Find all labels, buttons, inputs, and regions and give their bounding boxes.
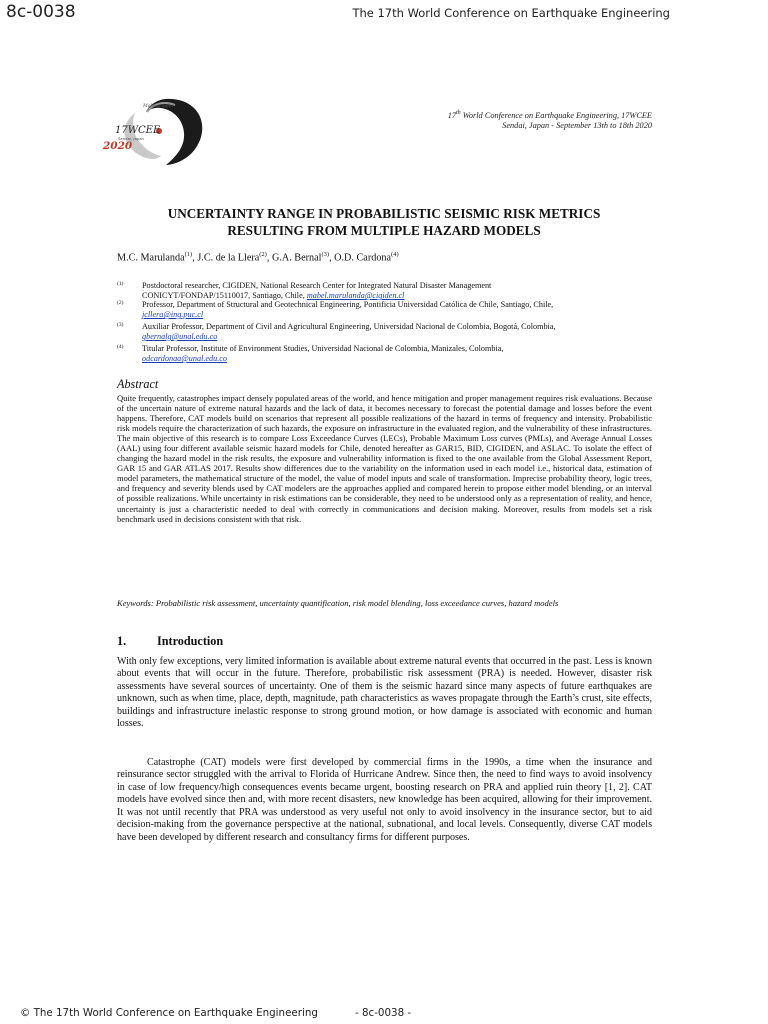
conference-info-line2: Sendai, Japan - September 13th to 18th 2020 xyxy=(502,121,652,131)
conference-info xyxy=(448,108,652,132)
section-title: Introduction xyxy=(157,634,224,648)
section-number: 1. xyxy=(117,634,127,648)
footer-page-label: - 8c-0038 - xyxy=(355,1007,412,1019)
author-list: M.C. Marulanda$^{(1)}$, J.C. de la Llera$^{(2)}$, G.A. Bernal$^{(3)}$, O.D. Cardona$^{(4)}$ xyxy=(117,251,399,264)
svg-text:Make it safer: Make it safer xyxy=(143,104,174,109)
keywords: Keywords: Probabilistic risk assessment, uncertainty quantification, risk model blending, loss exceedance curves, hazard models xyxy=(117,598,559,608)
affiliation-1: (1) Postdoctoral researcher, CIGIDEN, National Research Center for Integrated Natural Disaster Management CONICYT/FONDAP/15110017, Santiago, Chile, mabel.marulanda@cigiden.cl xyxy=(117,281,492,300)
affiliation-2: (2) Professor, Department of Structural and Geotechnical Engineering, Pontificia Universidad Católica de Chile, Santiago, Chile, jcllera@ing.puc.cl xyxy=(117,300,554,319)
abstract-heading: Abstract xyxy=(117,377,159,391)
title-line-2: RESULTING FROM MULTIPLE HAZARD MODELS xyxy=(227,222,541,238)
svg-text:2020: 2020 xyxy=(103,140,133,152)
logo-emblem xyxy=(103,93,218,168)
email-link[interactable]: gbernalg@unal.edu.co xyxy=(142,332,218,341)
intro-paragraph-2: Catastrophe (CAT) models were first developed by commercial firms in the 1990s, a time when the insurance and reinsurance sector struggled with the arrival to Florida of Hurricane Andrew. Since then, the need to find ways to avoid insolvency in case of low frequency/high consequences events became urgent, boosting research on PRA and applied ruin theory [1, 2]. CAT models have evolved since then and, with more recent disasters, new knowledge has been acquired, allowing for their improvement. It was not until recently that PRA was understood as very useful not only to avoid insolvency in the insurance sector, but to aid decision-making from the governance perspective at the national, subnational, and local levels. Consequently, diverse CAT models have been developed by different research and consultancy firms for different purposes. xyxy=(117,757,652,843)
paper-id: 8c-0038 xyxy=(6,2,76,22)
intro-paragraph-1: With only few exceptions, very limited information is available about extreme natural events that occurred in the past. Less is known about events that will occur in the future. Therefore, probabilistic risk assessment (PRA) is needed. However, disaster risk assessments have several sources of uncertainty. One of them is the seismic hazard since many aspects of future earthquakes are unknown, such as when time, place, depth, magnitude, path characteristics as waves propagate through the Earth’s crust, site effects, buildings and infrastructure inelastic response to strong ground motion, or how damage is associated with economic and human losses. xyxy=(117,656,652,730)
title-line-1: UNCERTAINTY RANGE IN PROBABILISTIC SEISMIC RISK METRICS xyxy=(167,206,601,221)
section-heading-introduction xyxy=(117,634,223,649)
conference-info-line1: 17th World Conference on Earthquake Engineering, 17WCEE xyxy=(447,110,652,120)
affiliation-4: (4) Titular Professor, Institute of Environment Studies, Universidad Nacional de Colombia, Manizales, Colombia, odcardonaa@unal.edu.co xyxy=(117,344,504,363)
author-name: M.C. Marulanda xyxy=(117,252,185,264)
paper-title xyxy=(100,206,668,239)
conference-header: The 17th World Conference on Earthquake Engineering xyxy=(352,6,670,20)
author-name: G.A. Bernal xyxy=(271,252,322,264)
svg-text:Sendai, Japan: Sendai, Japan xyxy=(118,136,144,141)
email-link[interactable]: odcardonaa@unal.edu.co xyxy=(142,354,227,363)
email-link[interactable]: jcllera@ing.puc.cl xyxy=(142,310,204,319)
author-name: J.C. de la Llera xyxy=(197,252,260,264)
abstract-body: Quite frequently, catastrophes impact densely populated areas of the world, and hence mitigation and proper management requires risk evaluations. Because of the uncertain nature of extreme natural hazards and the lack of data, it becomes necessary to forecast the potential damage and losses before the event happens. Therefore, CAT models build on scenarios that represent all possible realizations of the hazard in terms of frequency and intensity. Probabilistic risk models require the characterization of such hazards, the exposure on infrastructure in the evaluated region, and the vulnerability of these infrastructures. The main objective of this research is to compare Loss Exceedance Curves (LECs), Probable Maximum Loss curves (PMLs), and Average Annual Losses (AAL) using four different available seismic hazard models for Chile, denoted hereafter as GAR15, BID, CIGIDEN, and ASLAC. To isolate the effect of changing the hazard model in the risk results, the exposure and vulnerability information is fixed to the one available from the Global Assessment Report, GAR 15 and GAR ATLAS 2017. Results show differences due to the variability on the information used in each model i.e., historical data, estimation of model parameters, the mathematical structure of the model, the value of model inputs and scale of transformation. Imprecise probability theory, logic trees, and frequency and severity blends used by CAT modelers are the approaches applied and compared herein to propose either model blending, or an interval of possible realizations. While uncertainty in risk estimations can be considerable, they need to be understood only as a representation of reality, and hence, uncertainty is just a characteristic needed to deal with correctly in communications and decision making. Moreover, results from models set a risk benchmark used in decisions consistent with that risk. xyxy=(117,393,652,524)
conference-logo xyxy=(103,93,218,168)
affiliation-3: (3) Auxiliar Professor, Department of Civil and Agricultural Engineering, Universidad Nacional de Colombia, Bogotá, Colombia, gbernalg@unal.edu.co xyxy=(117,322,556,341)
footer-copyright: © The 17th World Conference on Earthquake Engineering xyxy=(20,1007,318,1019)
svg-text:17WCEE: 17WCEE xyxy=(115,125,161,136)
email-link[interactable]: mabel.marulanda@cigiden.cl xyxy=(306,291,405,300)
author-name: O.D. Cardona xyxy=(334,252,392,264)
